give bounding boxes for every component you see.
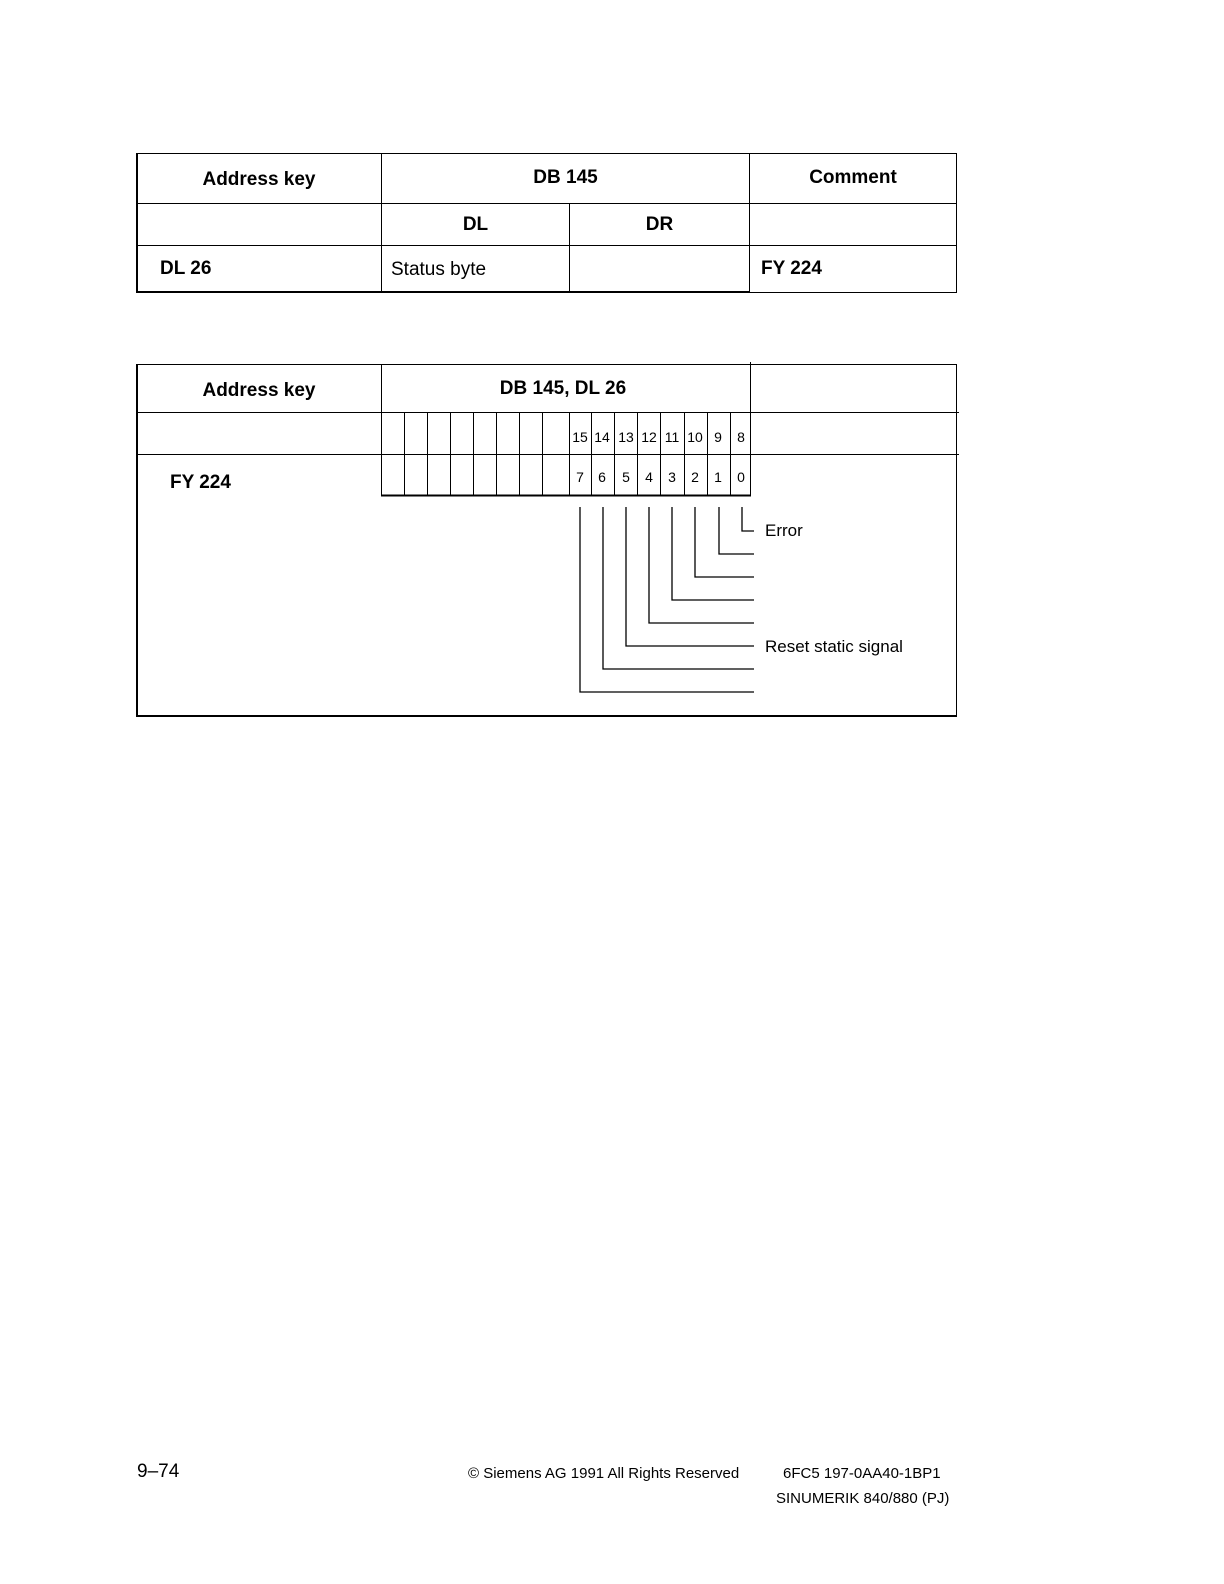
row-address: DL 26 xyxy=(160,258,212,279)
order-number: 6FC5 197-0AA40-1BP1 xyxy=(783,1465,941,1482)
bit-number-high: 14 xyxy=(594,429,610,445)
bit-number-high: 13 xyxy=(618,429,634,445)
header-db: DB 145, DL 26 xyxy=(499,378,627,399)
bit-0-label: Error xyxy=(765,521,803,540)
row-dl-value: Status byte xyxy=(391,259,487,280)
copyright: © Siemens AG 1991 All Rights Reserved xyxy=(468,1465,740,1482)
bit-number-low: 4 xyxy=(645,469,653,485)
bit-number-low: 5 xyxy=(622,469,630,485)
bit-number-high: 10 xyxy=(687,429,703,445)
bit-number-high: 8 xyxy=(737,429,745,445)
subheader-dl: DL xyxy=(462,214,489,235)
subheader-dr: DR xyxy=(645,214,674,235)
header-comment: Comment xyxy=(809,167,897,188)
page-number: 9–74 xyxy=(137,1461,180,1482)
bit-leaders xyxy=(580,507,754,692)
bit-leader-line xyxy=(742,507,754,531)
bit-number-high: 11 xyxy=(664,429,680,445)
product-name: SINUMERIK 840/880 (PJ) xyxy=(776,1490,950,1507)
header-db: DB 145 xyxy=(533,167,598,188)
row-comment: FY 224 xyxy=(761,258,822,279)
bit-number-low: 0 xyxy=(737,469,745,485)
bit-number-low: 1 xyxy=(714,469,722,485)
bit-number-low: 3 xyxy=(668,469,676,485)
row-address: FY 224 xyxy=(170,472,231,493)
bit-leader-line xyxy=(649,507,754,623)
bit-number-high: 9 xyxy=(714,429,722,445)
bit-5-label: Reset static signal xyxy=(765,637,903,656)
bit-number-low: 6 xyxy=(598,469,606,485)
bit-number-low: 2 xyxy=(691,469,699,485)
header-address-key: Address key xyxy=(202,169,316,190)
bit-number-low: 7 xyxy=(576,469,584,485)
bit-leader-line xyxy=(695,507,754,577)
bit-number-high: 15 xyxy=(572,429,588,445)
bit-number-high: 12 xyxy=(641,429,657,445)
header-address-key: Address key xyxy=(202,380,316,401)
